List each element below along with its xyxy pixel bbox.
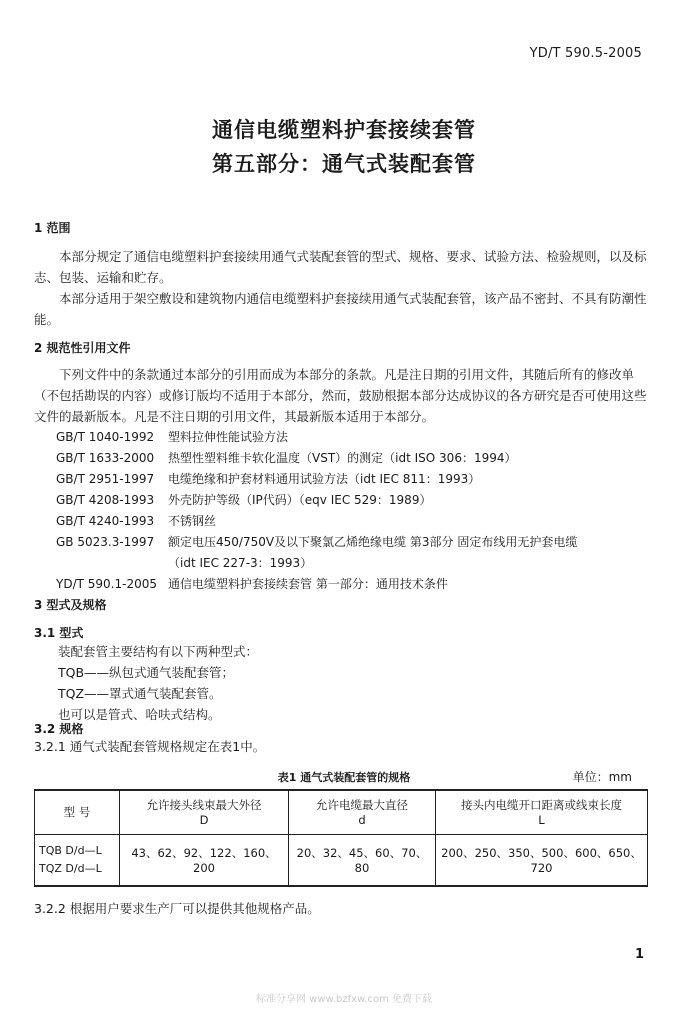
cell-L-values: 200、250、350、500、600、650、720 xyxy=(436,834,648,886)
section-2-body xyxy=(34,364,648,427)
header-max-bundle-diameter xyxy=(120,790,289,834)
cell-D-values: 43、62、92、122、160、200 xyxy=(120,834,289,886)
header-max-cable-diameter xyxy=(289,790,436,834)
section-3-1-line: TQB——纵包式通气装配套管； xyxy=(58,665,235,680)
section-3-1-line: 装配套管主要结构有以下两种型式： xyxy=(58,644,259,659)
reference-title: 电缆绝缘和护套材料通用试验方法（idt IEC 811：1993） xyxy=(168,472,481,486)
reference-code: GB/T 1633-2000 xyxy=(56,451,155,465)
reference-code: YD/T 590.1-2005 xyxy=(56,577,157,591)
reference-item xyxy=(56,532,656,553)
document-title-line1: 通信电缆塑料护套接续套管 xyxy=(212,118,476,142)
reference-title: 通信电缆塑料护套接续套管 第一部分：通用技术条件 xyxy=(168,577,448,591)
header-opening-length xyxy=(436,790,648,834)
section-3-1-heading: 3.1 型式 xyxy=(34,626,84,640)
header-symbol: L xyxy=(538,813,545,828)
table-caption: 表1 通气式装配套管的规格 xyxy=(277,771,411,784)
section-3-2-heading: 3.2 规格 xyxy=(34,722,84,736)
reference-item xyxy=(56,511,656,532)
section-3-1-line: TQZ——罩式通气装配套管。 xyxy=(58,686,222,701)
header-symbol: D xyxy=(199,813,209,828)
reference-title: 外壳防护等级（IP代码）（eqv IEC 529：1989） xyxy=(168,493,432,507)
document-title-line2: 第五部分：通气式装配套管 xyxy=(212,152,476,176)
reference-title-continuation: （idt IEC 227-3：1993） xyxy=(168,556,313,570)
reference-code: GB/T 2951-1997 xyxy=(56,472,155,486)
spec-table-wrapper xyxy=(34,789,648,887)
reference-item xyxy=(56,427,656,448)
reference-item xyxy=(56,490,656,511)
section-3-2-1-text: 3.2.1 通气式装配套管规格规定在表1中。 xyxy=(34,739,266,754)
reference-title: 塑料拉伸性能试验方法 xyxy=(168,430,289,444)
section-3-2-2-text: 3.2.2 根据用户要求生产厂可以提供其他规格产品。 xyxy=(34,901,320,916)
section-1-paragraph-1: 本部分规定了通信电缆塑料护套接续用通气式装配套管的型式、规格、要求、试验方法、检验规则，以及标志、包装、运输和贮存。 xyxy=(34,249,647,285)
cell-model xyxy=(35,834,120,886)
reference-item xyxy=(56,469,656,490)
section-1-body xyxy=(34,246,648,330)
header-model: 型 号 xyxy=(35,790,120,834)
reference-code: GB/T 1040-1992 xyxy=(56,430,155,444)
header-text: 允许接头线束最大外径 xyxy=(146,798,262,813)
reference-item xyxy=(56,574,656,595)
spec-table xyxy=(34,789,648,887)
table-row xyxy=(35,834,648,886)
section-1-heading: 1 范围 xyxy=(34,221,71,235)
section-2-heading: 2 规范性引用文件 xyxy=(34,341,131,355)
reference-item xyxy=(56,448,656,469)
reference-code: GB/T 4240-1993 xyxy=(56,514,155,528)
reference-title: 热塑性塑料维卡软化温度（VST）的测定（idt ISO 306：1994） xyxy=(168,451,517,465)
table-header-row xyxy=(35,790,648,834)
reference-item-continuation xyxy=(56,553,656,574)
reference-code: GB 5023.3-1997 xyxy=(56,535,155,549)
section-3-heading: 3 型式及规格 xyxy=(34,598,107,612)
section-3-1-body xyxy=(58,641,648,725)
header-text: 接头内电缆开口距离或线束长度 xyxy=(461,798,622,813)
section-3-1-line: 也可以是管式、哈呋式结构。 xyxy=(58,707,221,722)
header-text: 允许电缆最大直径 xyxy=(316,798,408,813)
normative-reference-list xyxy=(56,427,656,595)
section-2-paragraph-1: 下列文件中的条款通过本部分的引用而成为本部分的条款。凡是注日期的引用文件，其随后所有的修改单（不包括勘误的内容）或修订版均不适用于本部分，然而，鼓励根据本部分达成协议的各方研究是否可使用这些文件的最新版本。凡是不注日期的引用文件，其最新版本适用于本部分。 xyxy=(34,367,647,424)
standard-code: YD/T 590.5-2005 xyxy=(529,46,642,61)
watermark: 标准分享网 www.bzfxw.com 免费下载 xyxy=(256,994,432,1005)
reference-title: 不锈钢丝 xyxy=(168,514,217,528)
model-tqb: TQB D/d—L xyxy=(39,843,102,857)
page-number: 1 xyxy=(634,947,644,962)
table-unit: 单位：mm xyxy=(572,770,632,784)
cell-d-values: 20、32、45、60、70、80 xyxy=(289,834,436,886)
section-1-paragraph-2: 本部分适用于架空敷设和建筑物内通信电缆塑料护套接续用通气式装配套管，该产品不密封、不具有防潮性能。 xyxy=(34,291,647,327)
reference-title: 额定电压450/750V及以下聚氯乙烯绝缘电缆 第3部分 固定布线用无护套电缆 xyxy=(168,535,578,549)
reference-code: GB/T 4208-1993 xyxy=(56,493,155,507)
header-symbol: d xyxy=(358,813,366,828)
model-tqz: TQZ D/d—L xyxy=(39,861,102,875)
